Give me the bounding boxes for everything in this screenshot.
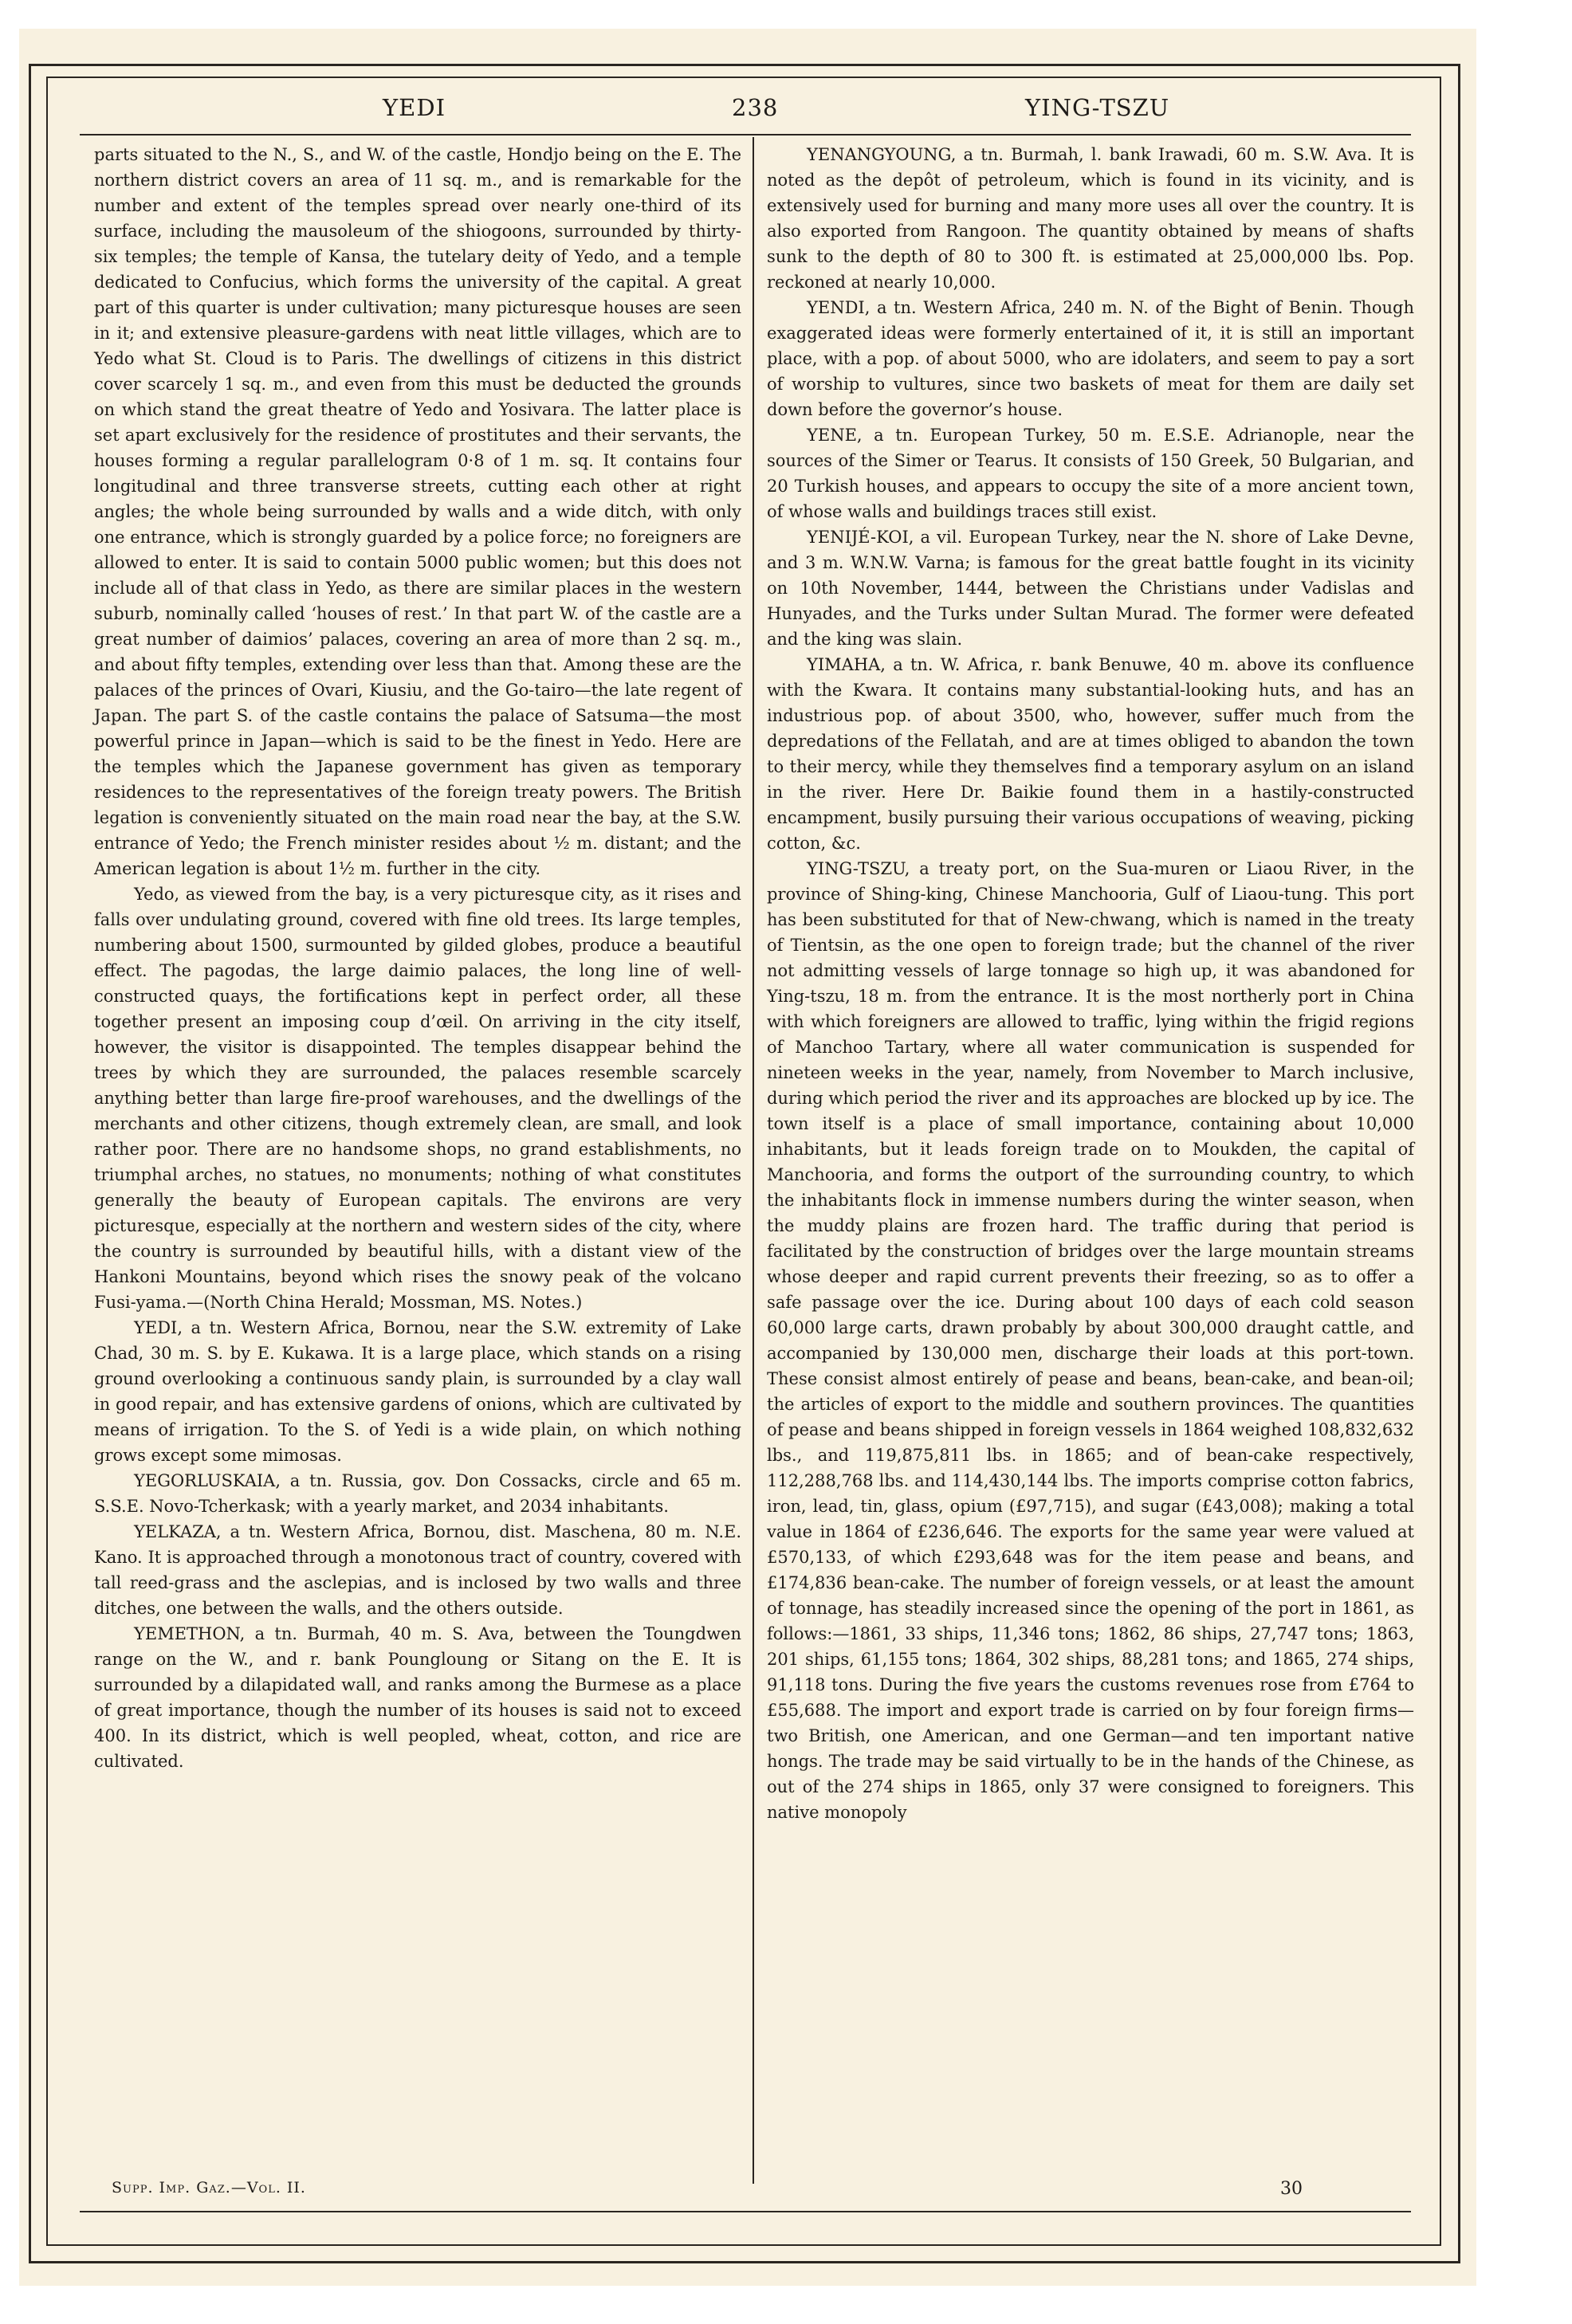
entry-yene: YENE, a tn. European Turkey, 50 m. E.S.E. Adrianople, near the sources of the Simer or Tearus. It consists of 150 Greek, 50 Bulgarian, and 20 Turkish houses, and appears to occupy the site of a more ancient town, of whose walls and buildings traces still exist. xyxy=(767,426,1414,521)
entry-yendi: YENDI, a tn. Western Africa, 240 m. N. of the Bight of Benin. Though exaggerated ideas were formerly entertained of it, it is still an important place, with a pop. of about 5000, who are idolaters, and seem to pay a sort of worship to vultures, since two baskets of meat for them are daily set down before the governor’s house. xyxy=(767,298,1414,419)
running-head-right: YING-TSZU xyxy=(1025,94,1170,121)
entry-yemethon: YEMETHON, a tn. Burmah, 40 m. S. Ava, between the Toungdwen range on the W., and r. bank Poungloung or Sitang on the E. It is surrounded by a dilapidated wall, and ranks among the Burmese as a place of great importance, though the number of its houses is said not to exceed 400. In its district, which is well peopled, wheat, cotton, and rice are cultivated. xyxy=(94,1624,741,1771)
entry-yelkaza: YELKAZA, a tn. Western Africa, Bornou, dist. Maschena, 80 m. N.E. Kano. It is approached through a monotonous tract of country, covered with tall reed-grass and the asclepias, and is inclosed by two walls and three ditches, one between the walls, and the others outside. xyxy=(94,1522,741,1618)
entry-yedi: YEDI, a tn. Western Africa, Bornou, near the S.W. extremity of Lake Chad, 30 m. S. by E. Kukawa. It is a large place, which stands on a rising ground overlooking a continuous sandy plain, is surrounded by a clay wall in good repair, and has extensive gardens of onions, which are cultivated by means of irrigation. To the S. of Yedi is a wide plain, on which nothing grows except some mimosas. xyxy=(94,1318,741,1465)
right-column xyxy=(767,142,1414,1825)
entry-yenije-koi: YENIJÉ-KOI, a vil. European Turkey, near the N. shore of Lake Devne, and 3 m. W.N.W. Varna; is famous for the great battle fought in its vicinity on 10th November, 1444, between the Christians under Vadislas and Hunyades, and the Turks under Sultan Murad. The former were defeated and the king was slain. xyxy=(767,528,1414,649)
column-divider xyxy=(753,137,754,2184)
header-rule xyxy=(80,134,1411,135)
entry-yimaha: YIMAHA, a tn. W. Africa, r. bank Benuwe, 40 m. above its confluence with the Kwara. It contains many substantial-looking huts, and has an industrious pop. of about 3500, who, however, suffer much from the depredations of the Fellatah, and are at times obliged to abandon the town to their mercy, while they themselves find a temporary asylum on an island in the river. Here Dr. Baikie found them in a hastily-constructed encampment, busily pursuing their various occupations of weaving, picking cotton, &c. xyxy=(767,655,1414,853)
left-column xyxy=(94,142,741,1774)
signature-number: 30 xyxy=(1280,2179,1303,2199)
paragraph-yedo-continued: parts situated to the N., S., and W. of the castle, Hondjo being on the E. The northern district covers an area of 11 sq. m., and is remarkable for the number and extent of the temples spread over nearly one-third of its surface, including the mausoleum of the shiogoons, surrounded by thirty-six temples; the temple of Kansa, the tutelary deity of Yedo, and a temple dedicated to Confucius, which forms the university of the capital. A great part of this quarter is under cultivation; many picturesque houses are seen in it; and extensive pleasure-gardens with neat little villages, which are to Yedo what St. Cloud is to Paris. The dwellings of citizens in this district cover scarcely 1 sq. m., and even from this must be deducted the grounds on which stand the great theatre of Yedo and Yosivara. The latter place is set apart exclusively for the residence of prostitutes and their servants, the houses forming a regular parallelogram 0·8 of 1 m. sq. It contains four longitudinal and three transverse streets, cutting each other at right angles; the whole being surrounded by walls and a wide ditch, with only one entrance, which is strongly guarded by a police force; no foreigners are allowed to enter. It is said to contain 5000 public women; but this does not include all of that class in Yedo, as there are similar places in the western suburb, nominally called ‘houses of rest.’ In that part W. of the castle are a great number of daimios’ palaces, covering an area of more than 2 sq. m., and about fifty temples, extending over less than that. Among these are the palaces of the princes of Ovari, Kiusiu, and the Go-tairo—the late regent of Japan. The part S. of the castle contains the palace of Satsuma—the most powerful prince in Japan—which is said to be the finest in Yedo. Here are the temples which the Japanese government has given as temporary residences to the representatives of the foreign treaty powers. The British legation is conveniently situated on the main road near the bay, at the S.W. entrance of Yedo; the French minister resides about ½ m. distant; and the American legation is about 1½ m. further in the city. xyxy=(94,145,741,878)
entry-yenangyoung: YENANGYOUNG, a tn. Burmah, l. bank Irawadi, 60 m. S.W. Ava. It is noted as the depôt of petroleum, which is found in its vicinity, and is extensively used for burning and many more uses all over the country. It is also exported from Rangoon. The quantity obtained by means of shafts sunk to the depth of 80 to 300 ft. is estimated at 25,000,000 lbs. Pop. reckoned at nearly 10,000. xyxy=(767,145,1414,292)
page-number: 238 xyxy=(732,94,779,121)
paragraph-yedo-view: Yedo, as viewed from the bay, is a very picturesque city, as it rises and falls over undulating ground, covered with fine old trees. Its large temples, numbering about 1500, surmounted by gilded globes, produce a beautiful effect. The pagodas, the large daimio palaces, the long line of well-constructed quays, the fortifications kept in perfect order, all these together present an imposing coup d’œil. On arriving in the city itself, however, the visitor is disappointed. The temples disappear behind the trees by which they are surrounded, the palaces resemble scarcely anything better than large fire-proof warehouses, and the dwellings of the merchants and other citizens, though extremely clean, are small, and look rather poor. There are no handsome shops, no grand establishments, no triumphal arches, no statues, no monuments; nothing of what constitutes generally the beauty of European capitals. The environs are very picturesque, especially at the northern and western sides of the city, where the country is surrounded by beautiful hills, with a distant view of the Hankoni Mountains, beyond which rises the snowy peak of the volcano Fusi-yama.—(North China Herald; Mossman, MS. Notes.) xyxy=(94,885,741,1312)
bottom-rule xyxy=(80,2211,1411,2212)
signature-line: Supp. Imp. Gaz.—Vol. II. xyxy=(112,2179,306,2196)
running-head-left: YEDI xyxy=(383,94,446,121)
entry-ying-tszu: YING-TSZU, a treaty port, on the Sua-muren or Liaou River, in the province of Shing-king, Chinese Manchooria, Gulf of Liaou-tung. This port has been substituted for that of New-chwang, which is named in the treaty of Tientsin, as the one open to foreign trade; but the channel of the river not admitting vessels of large tonnage so high up, it was abandoned for Ying-tszu, 18 m. from the entrance. It is the most northerly port in China with which foreigners are allowed to traffic, lying within the frigid regions of Manchoo Tartary, where all water communication is suspended for nineteen weeks in the year, namely, from November to March inclusive, during which period the river and its approaches are blocked up by ice. The town itself is a place of small importance, containing about 10,000 inhabitants, but it leads foreign trade on to Moukden, the capital of Manchooria, and forms the outport of the surrounding country, to which the inhabitants flock in immense numbers during the winter season, when the muddy plains are frozen hard. The traffic during that period is facilitated by the construction of bridges over the large mountain streams whose deeper and rapid current prevents their freezing, so as to offer a safe passage over the ice. During about 100 days of each cold season 60,000 large carts, drawn probably by about 300,000 draught cattle, and accompanied by 130,000 men, discharge their loads at this port-town. These consist almost entirely of pease and beans, bean-cake, and bean-oil; the articles of export to the middle and southern provinces. The quantities of pease and beans shipped in foreign vessels in 1864 weighed 108,832,632 lbs., and 119,875,811 lbs. in 1865; and of bean-cake respectively, 112,288,768 lbs. and 114,430,144 lbs. The imports comprise cotton fabrics, iron, lead, tin, glass, opium (£97,715), and sugar (£43,008); making a total value in 1864 of £236,646. The exports for the same year were valued at £570,133, of which £293,648 was for the item pease and beans, and £174,836 bean-cake. The number of foreign vessels, or at least the amount of tonnage, has steadily increased since the opening of the port in 1861, as follows:—1861, 33 ships, 11,346 tons; 1862, 86 ships, 27,747 tons; 1863, 201 ships, 61,155 tons; 1864, 302 ships, 88,281 tons; and 1865, 274 ships, 91,118 tons. During the five years the customs revenues rose from £764 to £55,688. The import and export trade is carried on by four foreign firms—two British, one American, and one German—and ten important native hongs. The trade may be said virtually to be in the hands of the Chinese, as out of the 274 ships in 1865, only 37 were consigned to foreigners. This native monopoly xyxy=(767,859,1414,1822)
entry-yegorluskaia: YEGORLUSKAIA, a tn. Russia, gov. Don Cossacks, circle and 65 m. S.S.E. Novo-Tcherkask; with a yearly market, and 2034 inhabitants. xyxy=(94,1471,741,1516)
